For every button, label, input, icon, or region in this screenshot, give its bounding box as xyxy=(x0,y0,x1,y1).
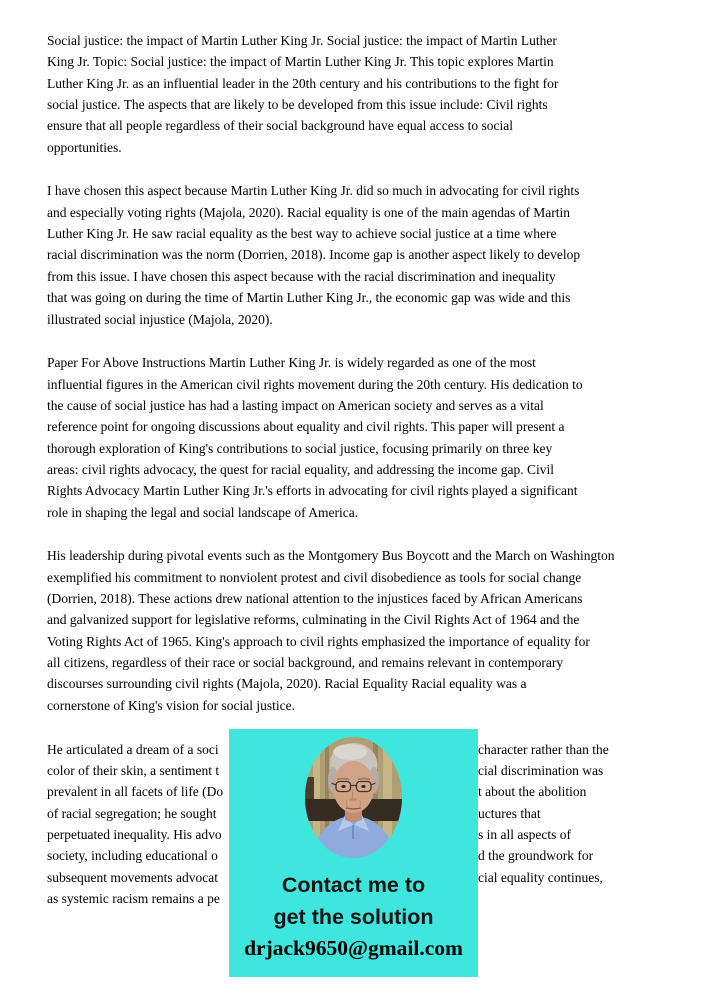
paragraph-1 xyxy=(47,30,663,158)
text-fragment-left: color of their skin, a sentiment t xyxy=(47,762,220,778)
text-line: His leadership during pivotal events such as the Montgomery Bus Boycott and the March on Washington xyxy=(47,548,615,564)
text-fragment-right: t about the abolition xyxy=(478,784,587,800)
text-line: Social justice: the impact of Martin Luther King Jr. Social justice: the impact of Martin Luther xyxy=(47,33,557,48)
text-fragment-left: He articulated a dream of a soci xyxy=(47,741,219,757)
contact-heading-line2: get the solution xyxy=(273,905,434,929)
text-line: all citizens, regardless of their race or social background, and remains relevant in contemporary xyxy=(47,655,564,671)
text-line: the cause of social justice has had a lasting impact on American society and serves as a vital xyxy=(47,397,544,413)
paragraph-4 xyxy=(47,545,663,716)
text-fragment-right: d the groundwork for xyxy=(478,848,594,864)
contact-heading xyxy=(273,869,433,933)
text-line: influential figures in the American civil rights movement during the 20th century. His dedication to xyxy=(47,376,583,392)
text-fragment-right: uctures that xyxy=(478,805,541,821)
text-line: Voting Rights Act of 1965. King's approach to civil rights emphasized the importance of equality for xyxy=(47,633,590,649)
text-line: discourses surrounding civil rights (Majola, 2020). Racial Equality Racial equality was a xyxy=(47,676,527,692)
text-line: and galvanized support for legislative reforms, culminating in the Civil Rights Act of 1964 and the xyxy=(47,612,580,628)
text-fragment-left: prevalent in all facets of life (Do xyxy=(47,784,224,800)
text-fragment-left: subsequent movements advocat xyxy=(47,869,218,885)
text-line: ensure that all people regardless of their social background have equal access to social xyxy=(47,118,513,134)
text-line: Luther King Jr. as an influential leader in the 20th century and his contributions to the fight for xyxy=(47,75,559,91)
text-fragment-right: s in all aspects of xyxy=(478,826,571,842)
text-line: Luther King Jr. He saw racial equality as the best way to achieve social justice at a time where xyxy=(47,226,557,242)
text-line: Rights Advocacy Martin Luther King Jr.'s efforts in advocating for civil rights played a significant xyxy=(47,483,578,499)
text-line: King Jr. Topic: Social justice: the impact of Martin Luther King Jr. This topic explores Martin xyxy=(47,54,554,70)
text-fragment-left: as systemic racism remains a pe xyxy=(47,890,220,906)
text-line: I have chosen this aspect because Martin Luther King Jr. did so much in advocating for civil rights xyxy=(47,183,580,199)
paragraph-2 xyxy=(47,180,663,329)
text-line: from this issue. I have chosen this aspect because with the racial discrimination and inequality xyxy=(47,268,556,284)
paragraph-3 xyxy=(47,352,663,523)
text-fragment-right: cial equality continues, xyxy=(478,869,603,885)
text-line: Paper For Above Instructions Martin Luther King Jr. is widely regarded as one of the most xyxy=(47,355,536,371)
text-line: areas: civil rights advocacy, the quest for racial equality, and addressing the income gap. Civil xyxy=(47,461,554,477)
contact-heading-line1: Contact me to xyxy=(281,873,426,897)
text-line: exemplified his commitment to nonviolent protest and civil disobedience as tools for social change xyxy=(47,569,582,585)
text-line: reference point for ongoing discussions about equality and civil rights. This paper will present a xyxy=(47,419,565,435)
text-line: opportunities. xyxy=(47,139,122,155)
text-fragment-left: society, including educational o xyxy=(47,848,218,864)
text-fragment-right: cial discrimination was xyxy=(478,762,604,778)
text-line: cornerstone of King's vision for social justice. xyxy=(47,697,296,713)
text-line: (Dorrien, 2018). These actions drew national attention to the injustices faced by African Americans xyxy=(47,591,583,607)
text-line: that was going on during the time of Martin Luther King Jr., the economic gap was wide and this xyxy=(47,290,571,306)
text-fragment-left: perpetuated inequality. His advo xyxy=(47,826,222,842)
text-line: and especially voting rights (Majola, 2020). Racial equality is one of the main agendas of Martin xyxy=(47,204,570,220)
contact-email[interactable]: drjack9650@gmail.com xyxy=(244,936,463,960)
text-line: thorough exploration of King's contributions to social justice, focusing primarily on three key xyxy=(47,440,553,456)
text-line: racial discrimination was the norm (Dorrien, 2018). Income gap is another aspect likely to develop xyxy=(47,247,581,263)
portrait-photo-icon xyxy=(305,737,402,858)
contact-overlay xyxy=(229,729,478,977)
text-line: role in shaping the legal and social landscape of America. xyxy=(47,504,359,520)
text-fragment-left: of racial segregation; he sought xyxy=(47,805,217,821)
text-fragment-right: character rather than the xyxy=(478,741,609,757)
text-line: illustrated social injustice (Majola, 2020). xyxy=(47,311,273,327)
text-line: social justice. The aspects that are likely to be developed from this issue include: Civil rights xyxy=(47,97,548,113)
